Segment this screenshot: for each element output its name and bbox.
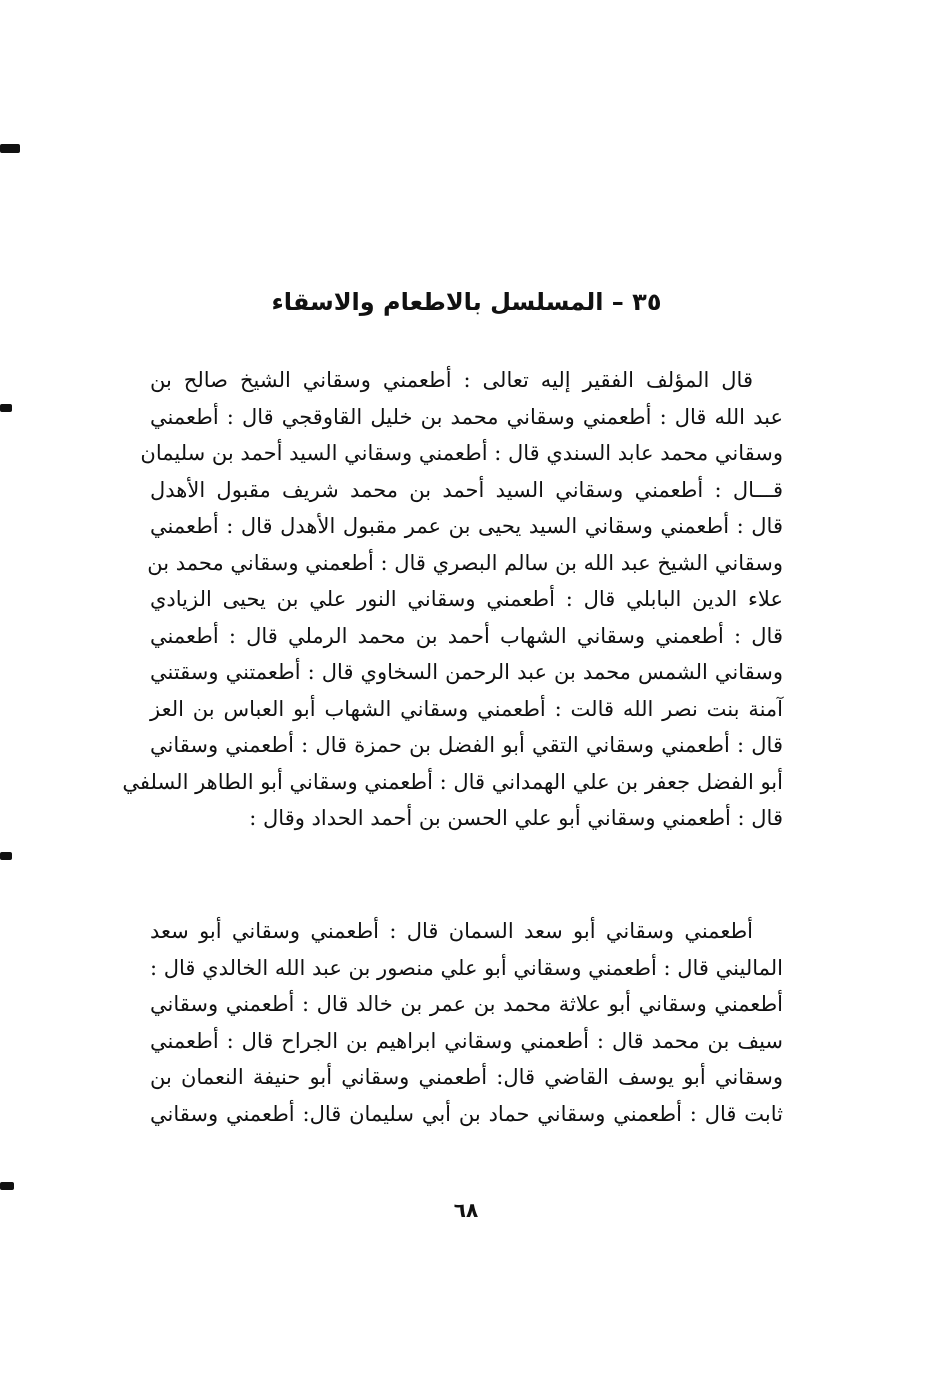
- scan-edge-mark: [0, 404, 12, 412]
- page-number: ٦٨: [453, 1198, 479, 1222]
- text-line: الماليني قال : أطعمني وسقاني أبو علي منصور بن عبد الله الخالدي قال :: [150, 955, 783, 980]
- text-line: قال : أطعمني وسقاني التقي أبو الفضل بن حمزة قال : أطعمني وسقاني: [150, 733, 783, 757]
- text-line: وسقاني الشمس محمد بن عبد الرحمن السخاوي قال : أطعمتني وسقتني: [150, 660, 783, 684]
- text-line: سيف بن محمد قال : أطعمني وسقاني ابراهيم بن الجراح قال : أطعمني: [150, 1028, 783, 1053]
- scan-edge-mark: [0, 1182, 14, 1190]
- text-line: أبو الفضل جعفر بن علي الهمداني قال : أطعمني وسقاني أبو الطاهر السلفي: [122, 769, 783, 794]
- text-line: عبد الله قال : أطعمني وسقاني محمد بن خليل القاوقجي قال : أطعمني: [150, 404, 783, 429]
- text-line: وسقاني الشيخ عبد الله بن سالم البصري قال : أطعمني وسقاني محمد بن: [147, 550, 783, 575]
- scan-edge-mark: [0, 144, 20, 153]
- text-line: علاء الدين البابلي قال : أطعمني وسقاني النور علي بن يحيى الزيادي: [150, 587, 783, 611]
- text-line: وسقاني أبو يوسف القاضي قال: أطعمني وسقاني أبو حنيفة النعمان بن: [150, 1065, 783, 1089]
- paragraph-chain-2: [150, 913, 783, 1132]
- scan-edge-mark: [0, 852, 12, 860]
- paragraph-chain-1: [122, 362, 783, 837]
- text-line: قال المؤلف الفقير إليه تعالى : أطعمني وسقاني الشيخ صالح بن: [150, 368, 753, 392]
- text-line: آمنة بنت نصر الله قالت : أطعمني وسقاني الشهاب أبو العباس بن العز: [150, 696, 783, 721]
- text-line: قال : أطعمني وسقاني السيد يحيى بن عمر مقبول الأهدل قال : أطعمني: [150, 514, 783, 538]
- text-line: أطعمني وسقاني أبو سعد السمان قال : أطعمني وسقاني أبو سعد: [150, 919, 753, 943]
- text-line: أطعمني وسقاني أبو علاثة محمد بن عمر بن خالد قال : أطعمني وسقاني: [150, 992, 783, 1016]
- text-line: قـــال : أطعمني وسقاني السيد أحمد بن محمد شريف مقبول الأهدل: [150, 477, 783, 502]
- text-line: وسقاني محمد عابد السندي قال : أطعمني وسقاني السيد أحمد بن سليمان: [140, 441, 783, 465]
- text-line: قال : أطعمني وسقاني الشهاب أحمد بن محمد الرملي قال : أطعمني: [150, 623, 783, 648]
- text-line: قال : أطعمني وسقاني أبو علي الحسن بن أحمد الحداد وقال :: [249, 806, 783, 830]
- text-line: ثابت قال : أطعمني وسقاني حماد بن أبي سليمان قال: أطعمني وسقاني: [150, 1101, 783, 1126]
- section-heading: ٣٥ – المسلسل بالاطعام والاسقاء: [271, 288, 662, 316]
